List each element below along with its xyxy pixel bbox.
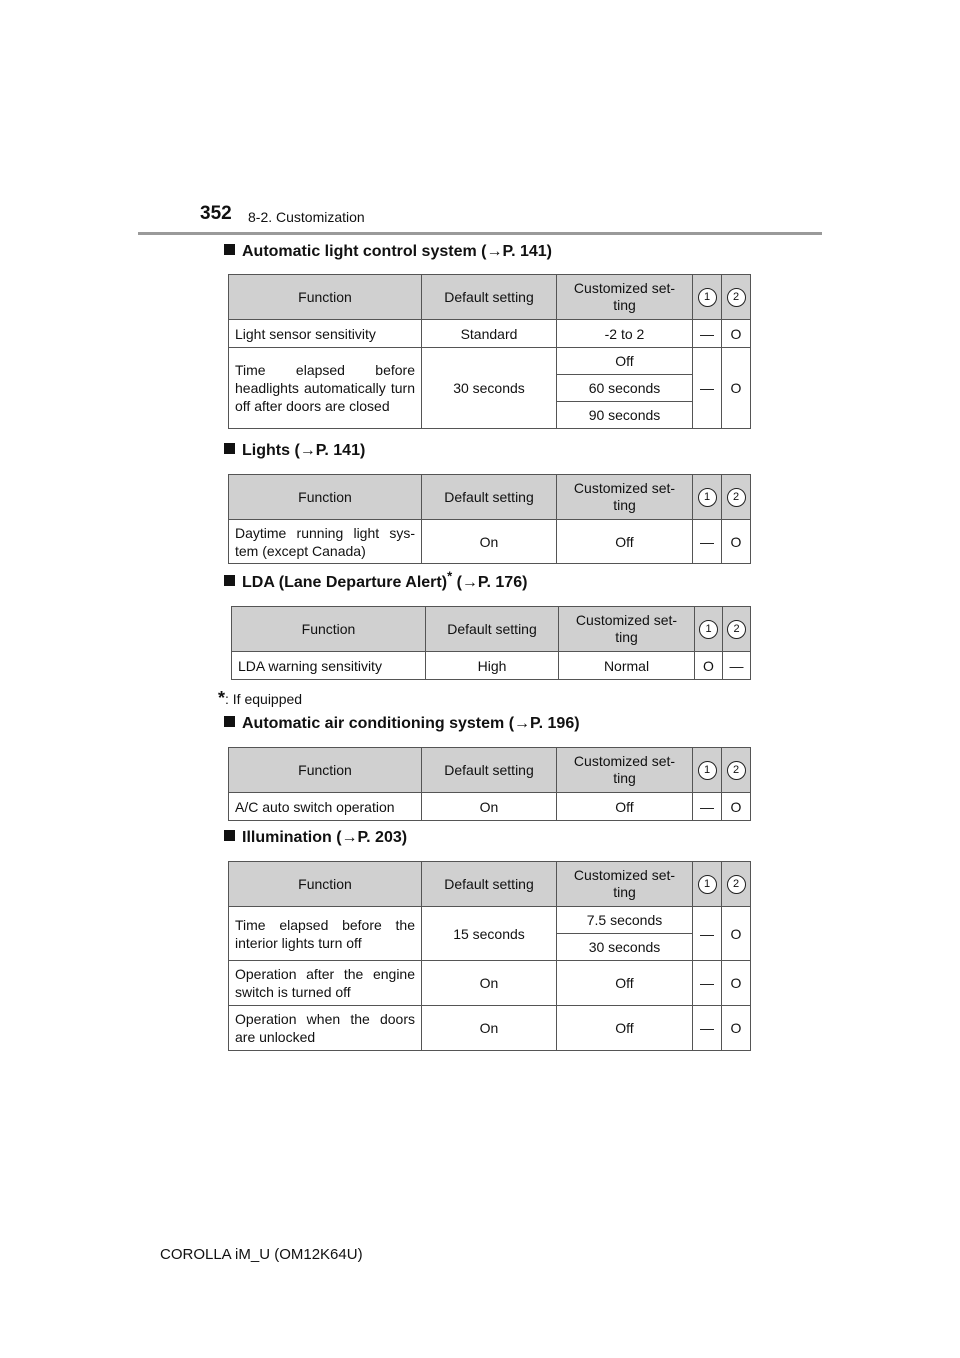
cell-customized: Off: [557, 961, 693, 1006]
heading-text: LDA (Lane Departure Alert): [242, 574, 448, 591]
cell-customized: Off: [557, 1006, 693, 1051]
cell-customized: 7.5 seconds: [557, 907, 693, 934]
cell-customized: 60 seconds: [557, 375, 693, 402]
header-col-1: [693, 862, 722, 907]
header-customized-setting: [559, 607, 695, 652]
section-title: 8-2. Customization: [248, 209, 365, 225]
header-customized-text: Customized set- ting: [573, 867, 676, 900]
cell-function: LDA warning sensitivity: [232, 652, 426, 680]
cell-function: Daytime running light sys-tem (except Canada): [229, 520, 422, 564]
header-function: Function: [229, 475, 422, 520]
footer-model-code: COROLLA iM_U (OM12K64U): [160, 1246, 363, 1263]
cell-col-2: —: [723, 652, 751, 680]
square-bullet-icon: [224, 830, 235, 841]
table-lda: [231, 606, 751, 680]
cell-col-1: —: [693, 320, 722, 348]
header-col-2: [722, 475, 751, 520]
cell-customized: -2 to 2: [557, 320, 693, 348]
table-header-row: [229, 275, 751, 320]
cell-default: On: [422, 1006, 557, 1051]
cell-customized: Off: [557, 520, 693, 564]
cell-col-2: O: [722, 961, 751, 1006]
heading-text: Automatic light control system (→P. 141): [242, 243, 552, 260]
cell-default: On: [422, 793, 557, 821]
header-function: Function: [229, 748, 422, 793]
cell-col-1: —: [693, 793, 722, 821]
header-col-1: [693, 748, 722, 793]
cell-col-2: O: [722, 793, 751, 821]
cell-customized: Off: [557, 348, 693, 375]
circled-two-icon: 2: [727, 875, 746, 894]
table-header-row: [229, 862, 751, 907]
table-lights: [228, 474, 751, 564]
header-col-1: [693, 275, 722, 320]
header-default-setting: Default setting: [422, 275, 557, 320]
cell-col-2: O: [722, 520, 751, 564]
cell-default: High: [426, 652, 559, 680]
header-default-setting: Default setting: [422, 862, 557, 907]
header-col-2: [722, 748, 751, 793]
heading-page-ref: (→P. 176): [452, 574, 528, 591]
cell-col-2: O: [722, 1006, 751, 1051]
header-customized-text: Customized set- ting: [573, 480, 676, 513]
header-rule: [138, 232, 822, 235]
table-row: [229, 907, 751, 934]
circled-one-icon: 1: [699, 620, 718, 639]
table-header-row: [232, 607, 751, 652]
table-row: [232, 652, 751, 680]
table-header-row: [229, 748, 751, 793]
heading-auto-air-conditioning: [224, 715, 580, 733]
cell-function: Operation when the doors are unlocked: [229, 1006, 422, 1051]
table-row: [229, 348, 751, 375]
header-col-2: [722, 275, 751, 320]
cell-default: 30 seconds: [422, 348, 557, 429]
cell-default: On: [422, 961, 557, 1006]
circled-two-icon: 2: [727, 620, 746, 639]
header-default-setting: Default setting: [422, 475, 557, 520]
page-number: 352: [200, 203, 232, 224]
circled-two-icon: 2: [727, 761, 746, 780]
heading-text: Illumination (→P. 203): [242, 829, 408, 846]
square-bullet-icon: [224, 244, 235, 255]
circled-one-icon: 1: [698, 488, 717, 507]
footnote-mark: *: [447, 568, 453, 584]
footnote-text: : If equipped: [225, 691, 303, 707]
cell-customized: 30 seconds: [557, 934, 693, 961]
header-customized-text: Customized set- ting: [573, 753, 676, 786]
cell-default: On: [422, 520, 557, 564]
circled-one-icon: 1: [698, 875, 717, 894]
cell-col-1: O: [695, 652, 723, 680]
cell-function: Light sensor sensitivity: [229, 320, 422, 348]
cell-col-1: —: [693, 961, 722, 1006]
header-customized-setting: [557, 475, 693, 520]
cell-col-1: —: [693, 907, 722, 961]
table-auto-light-control: [228, 274, 751, 429]
footnote: [218, 688, 302, 709]
square-bullet-icon: [224, 443, 235, 454]
circled-one-icon: 1: [698, 761, 717, 780]
table-header-row: [229, 475, 751, 520]
header-function: Function: [229, 862, 422, 907]
heading-text: Lights (→P. 141): [242, 442, 366, 459]
header-customized-setting: [557, 748, 693, 793]
cell-customized: Off: [557, 793, 693, 821]
header-customized-setting: [557, 862, 693, 907]
header-col-1: [695, 607, 723, 652]
table-row: [229, 961, 751, 1006]
cell-col-1: —: [693, 1006, 722, 1051]
cell-default: 15 seconds: [422, 907, 557, 961]
table-row: [229, 793, 751, 821]
header-customized-text: Customized set- ting: [575, 612, 678, 645]
table-row: [229, 320, 751, 348]
cell-col-2: O: [722, 348, 751, 429]
cell-default: Standard: [422, 320, 557, 348]
table-illumination: [228, 861, 751, 1051]
cell-function: A/C auto switch operation: [229, 793, 422, 821]
table-auto-air-conditioning: [228, 747, 751, 821]
heading-illumination: [224, 829, 407, 847]
header-customized-text: Customized set- ting: [573, 280, 676, 313]
header-function: Function: [229, 275, 422, 320]
circled-two-icon: 2: [727, 288, 746, 307]
circled-two-icon: 2: [727, 488, 746, 507]
square-bullet-icon: [224, 575, 235, 586]
header-default-setting: Default setting: [426, 607, 559, 652]
heading-auto-light-control: [224, 243, 552, 261]
cell-col-1: —: [693, 348, 722, 429]
cell-col-2: O: [722, 320, 751, 348]
cell-col-1: —: [693, 520, 722, 564]
cell-customized: 90 seconds: [557, 402, 693, 429]
table-row: [229, 1006, 751, 1051]
cell-function: Time elapsed before the interior lights turn off: [229, 907, 422, 961]
cell-function: Time elapsed before headlights automatically turn off after doors are closed: [229, 348, 422, 429]
header-function: Function: [232, 607, 426, 652]
footnote-mark: *: [218, 688, 226, 708]
cell-customized: Normal: [559, 652, 695, 680]
header-customized-setting: [557, 275, 693, 320]
heading-lights: [224, 442, 365, 460]
square-bullet-icon: [224, 716, 235, 727]
table-row: [229, 520, 751, 564]
header-col-1: [693, 475, 722, 520]
header-col-2: [722, 862, 751, 907]
heading-text: Automatic air conditioning system (→P. 196): [242, 715, 580, 732]
header-default-setting: Default setting: [422, 748, 557, 793]
cell-col-2: O: [722, 907, 751, 961]
heading-lda: [224, 568, 528, 592]
cell-function: Operation after the engine switch is turned off: [229, 961, 422, 1006]
circled-one-icon: 1: [698, 288, 717, 307]
header-col-2: [723, 607, 751, 652]
